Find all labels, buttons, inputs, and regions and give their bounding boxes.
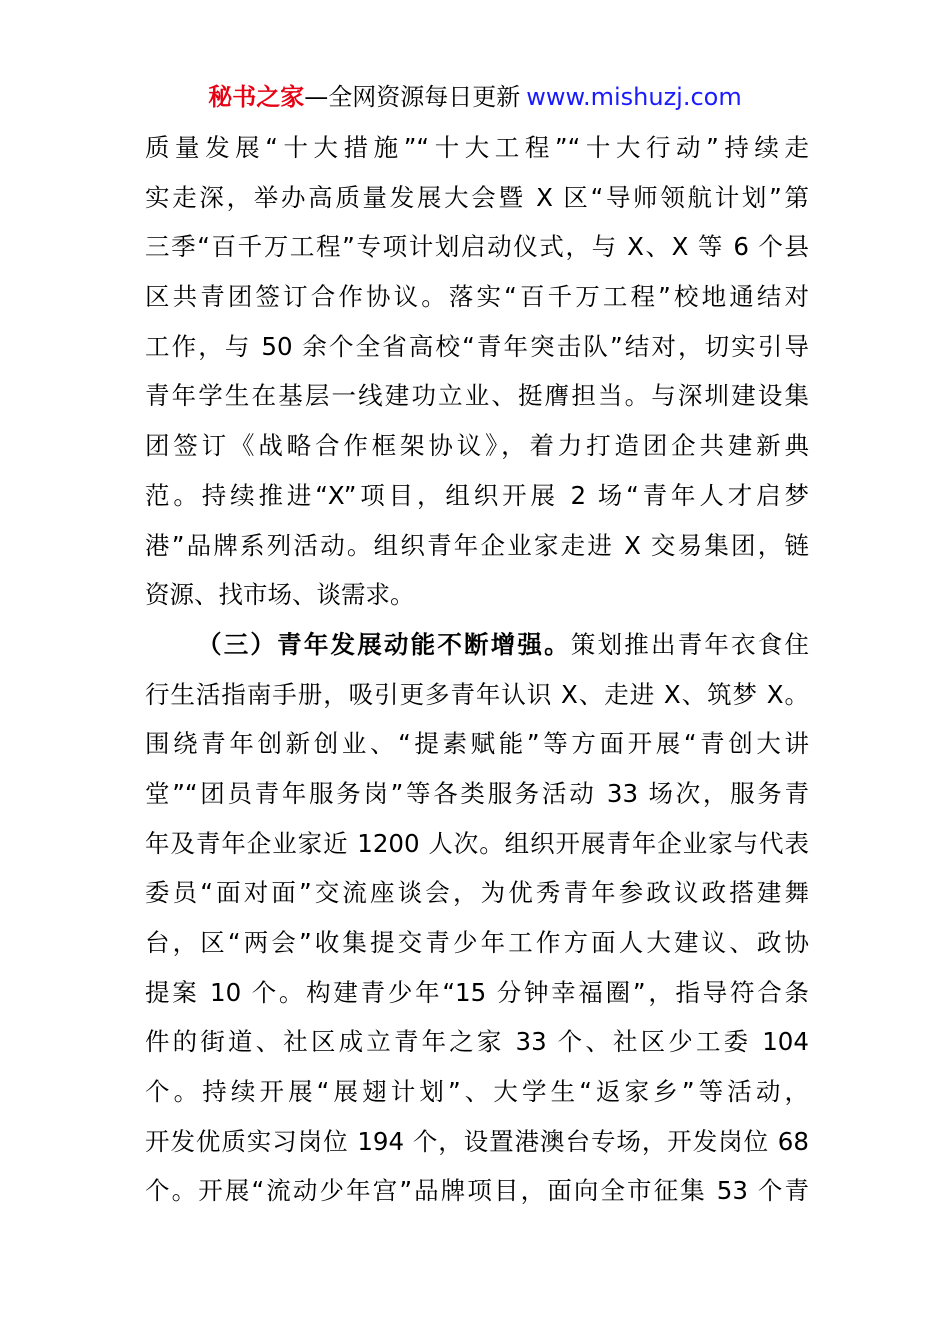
page-header	[0, 80, 950, 114]
paragraph-2	[145, 620, 809, 1216]
text-line: 工作，与 50 余个全省高校“青年突击队”结对，切实引导	[145, 331, 809, 361]
text-line: 实走深，举办高质量发展大会暨 X 区“导师领航计划”第	[145, 182, 809, 212]
document-body	[145, 123, 809, 1216]
text-line: 团签订《战略合作框架协议》，着力打造团企共建新典	[145, 431, 809, 461]
text-line: 台，区“两会”收集提交青少年工作方面人大建议、政协	[145, 928, 809, 957]
text-line: 资源、找市场、谈需求。	[145, 580, 415, 610]
text-line: 行生活指南手册，吸引更多青年认识 X、走进 X、筑梦 X。	[145, 679, 809, 709]
text-line: 质量发展“十大措施”“十大工程”“十大行动”持续走	[145, 133, 809, 162]
text-line: 围绕青年创新创业、“提素赋能”等方面开展“青创大讲	[145, 729, 809, 759]
text-line: 个。持续开展“展翅计划”、大学生“返家乡”等活动，	[145, 1077, 809, 1107]
text-line: 年及青年企业家近 1200 人次。组织开展青年企业家与代表	[145, 828, 809, 858]
text-line: 堂”“团员青年服务岗”等各类服务活动 33 场次，服务青	[145, 778, 809, 808]
text-line: 开发优质实习岗位 194 个，设置港澳台专场，开发岗位 68	[145, 1126, 809, 1156]
text-line: 个。开展“流动少年宫”品牌项目，面向全市征集 53 个青	[145, 1176, 809, 1206]
text-line: 委员“面对面”交流座谈会，为优秀青年参政议政搭建舞	[145, 878, 809, 908]
paragraph-2-first-line	[145, 620, 809, 670]
site-url: www.mishuzj.com	[526, 83, 742, 111]
text-line: 区共青团签订合作协议。落实“百千万工程”校地通结对	[145, 282, 809, 312]
text-line: 青年学生在基层一线建功立业、挺膺担当。与深圳建设集	[145, 381, 809, 411]
brand-name: 秘书之家	[208, 83, 305, 111]
text-line: 范。持续推进“X”项目，组织开展 2 场“青年人才启梦	[145, 480, 809, 510]
text-line: 提案 10 个。构建青少年“15 分钟幸福圈”，指导符合条	[145, 977, 809, 1007]
section-heading: （三）青年发展动能不断增强。	[197, 629, 571, 659]
text-line: 港”品牌系列活动。组织青年企业家走进 X 交易集团，链	[145, 530, 809, 560]
header-tagline: —全网资源每日更新	[304, 83, 521, 111]
text-line: 件的街道、社区成立青年之家 33 个、社区少工委 104	[145, 1027, 809, 1057]
text-span: 策划推出青年衣食住	[570, 629, 810, 659]
paragraph-1	[145, 123, 809, 620]
text-line: 三季“百千万工程”专项计划启动仪式，与 X、X 等 6 个县	[145, 232, 809, 262]
